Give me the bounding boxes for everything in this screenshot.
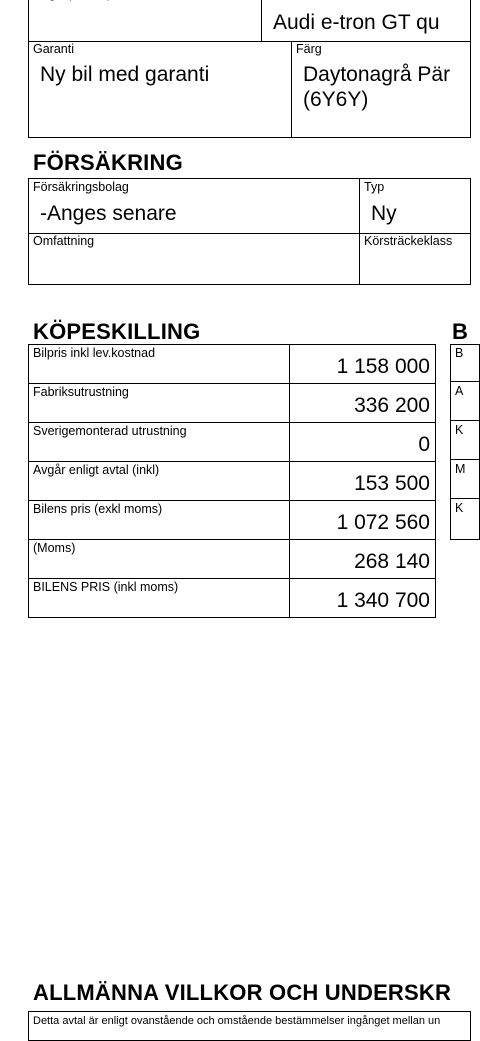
right-heading-fragment: B	[452, 319, 469, 344]
price-row-value: 336 200	[354, 394, 430, 417]
farg-label: Färg	[296, 42, 322, 56]
fabrikat-label	[266, 0, 311, 1]
column-divider	[289, 383, 290, 423]
column-divider	[289, 539, 290, 579]
korstrackeklass-box	[359, 233, 471, 285]
farg-value-line2: (6Y6Y)	[303, 88, 369, 111]
garanti-value: Ny bil med garanti	[40, 63, 210, 86]
garanti-box	[28, 41, 292, 138]
right-partial-table	[450, 344, 480, 540]
regnr-label	[33, 0, 112, 1]
price-row-label: BILENS PRIS (inkl moms)	[33, 580, 179, 594]
right-fragment-3: K	[455, 423, 464, 437]
forsakringsbolag-value: -Anges senare	[40, 202, 177, 225]
korstrackeklass-label: Körsträckeklass	[364, 234, 453, 248]
regnr-box	[28, 0, 262, 42]
price-heading: KÖPESKILLING	[33, 319, 201, 344]
column-divider	[289, 500, 290, 540]
omfattning-box	[28, 233, 360, 285]
right-fragment-2: A	[455, 384, 464, 398]
price-row-value: 153 500	[354, 472, 430, 495]
price-row-label: Bilens pris (exkl moms)	[33, 502, 163, 516]
right-fragment-1: B	[455, 346, 464, 360]
price-row-sverigemonterad	[28, 422, 436, 462]
column-divider	[289, 578, 290, 618]
right-fragment-4: M	[455, 462, 466, 476]
terms-text: Detta avtal är enligt ovanstående och omstående bestämmelser ingånget mellan un	[33, 1015, 441, 1027]
price-row-moms	[28, 539, 436, 579]
fabrikat-value: Audi e-tron GT qu	[273, 11, 440, 34]
forsakringsbolag-box	[28, 178, 360, 234]
price-row-value: 1 340 700	[336, 589, 430, 612]
farg-value-line1: Daytonagrå Pär	[303, 63, 451, 86]
omfattning-label: Omfattning	[33, 234, 95, 248]
right-fragment-5: K	[455, 501, 464, 515]
price-row-value: 268 140	[354, 550, 430, 573]
terms-heading: ALLMÄNNA VILLKOR OCH UNDERSKR	[33, 980, 452, 1005]
insurance-heading: FÖRSÄKRING	[33, 150, 183, 175]
price-row-value: 1 158 000	[336, 355, 430, 378]
price-row-exkl-moms	[28, 500, 436, 540]
forsakringsbolag-label: Försäkringsbolag	[33, 180, 129, 194]
farg-box	[291, 41, 471, 138]
column-divider	[289, 422, 290, 462]
typ-box	[359, 178, 471, 234]
fabrikat-box	[261, 0, 471, 42]
price-row-label: (Moms)	[33, 541, 76, 555]
price-row-fabriksutrustning	[28, 383, 436, 423]
column-divider	[289, 344, 290, 384]
price-row-value: 1 072 560	[336, 511, 430, 534]
price-row-label: Sverigemonterad utrustning	[33, 424, 187, 438]
price-row-bilpris	[28, 344, 436, 384]
typ-value: Ny	[371, 202, 397, 225]
price-row-label: Bilpris inkl lev.kostnad	[33, 346, 156, 360]
price-row-value: 0	[418, 433, 430, 456]
price-row-avgar	[28, 461, 436, 501]
price-row-label: Fabriksutrustning	[33, 385, 129, 399]
typ-label: Typ	[364, 180, 385, 194]
column-divider	[289, 461, 290, 501]
price-row-label: Avgår enligt avtal (inkl)	[33, 463, 160, 477]
garanti-label: Garanti	[33, 42, 74, 56]
price-row-total	[28, 578, 436, 618]
